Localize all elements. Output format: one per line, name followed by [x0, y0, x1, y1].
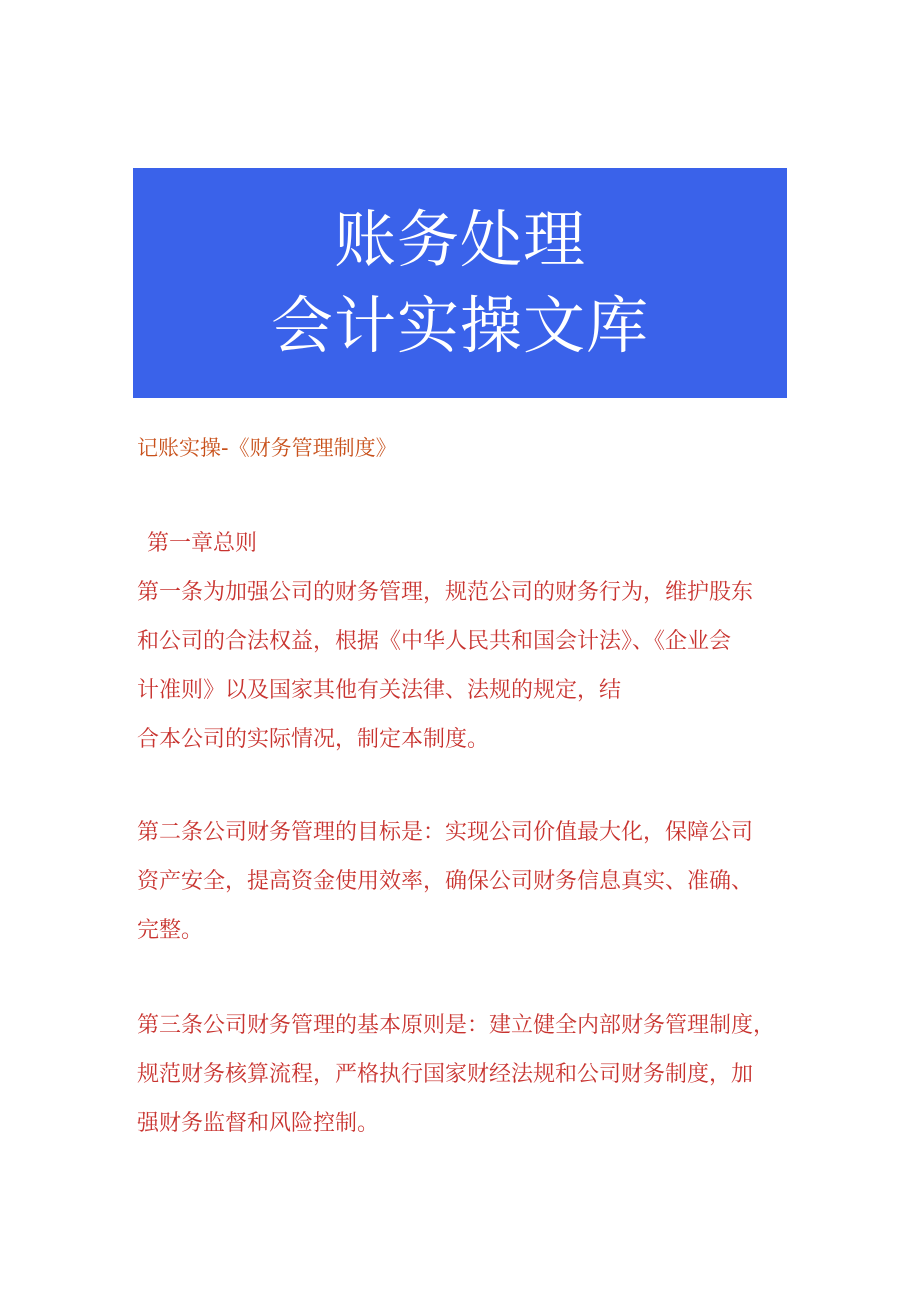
article-2-line: 完整。	[137, 918, 204, 943]
article-1-line: 合本公司的实际情况，制定本制度。	[137, 727, 490, 752]
document-title: 记账实操-《财务管理制度》	[137, 436, 397, 460]
article-3-line: 强财务监督和风险控制。	[137, 1111, 380, 1136]
banner-title-line-2: 会计实操文库	[270, 289, 649, 362]
article-2-line: 第二条公司财务管理的目标是：实现公司价值最大化，保障公司	[137, 820, 754, 845]
article-2-line: 资产安全，提高资金使用效率，确保公司财务信息真实、准确、	[137, 869, 754, 894]
article-1-line: 第一条为加强公司的财务管理，规范公司的财务行为，维护股东	[137, 580, 754, 605]
title-banner	[133, 168, 787, 398]
article-2	[137, 808, 797, 955]
article-3-line: 规范财务核算流程，严格执行国家财经法规和公司财务制度，加	[137, 1062, 754, 1087]
article-1-line: 计准则》以及国家其他有关法律、法规的规定，结	[137, 678, 622, 703]
article-1	[137, 568, 797, 764]
banner-title-line-1: 账务处理	[333, 203, 586, 276]
article-3	[137, 1001, 797, 1148]
article-1-line: 和公司的合法权益，根据《中华人民共和国会计法》、《企业会	[137, 629, 732, 654]
article-3-line: 第三条公司财务管理的基本原则是：建立健全内部财务管理制度，	[137, 1013, 776, 1038]
chapter-heading: 第一章总则	[147, 531, 258, 556]
